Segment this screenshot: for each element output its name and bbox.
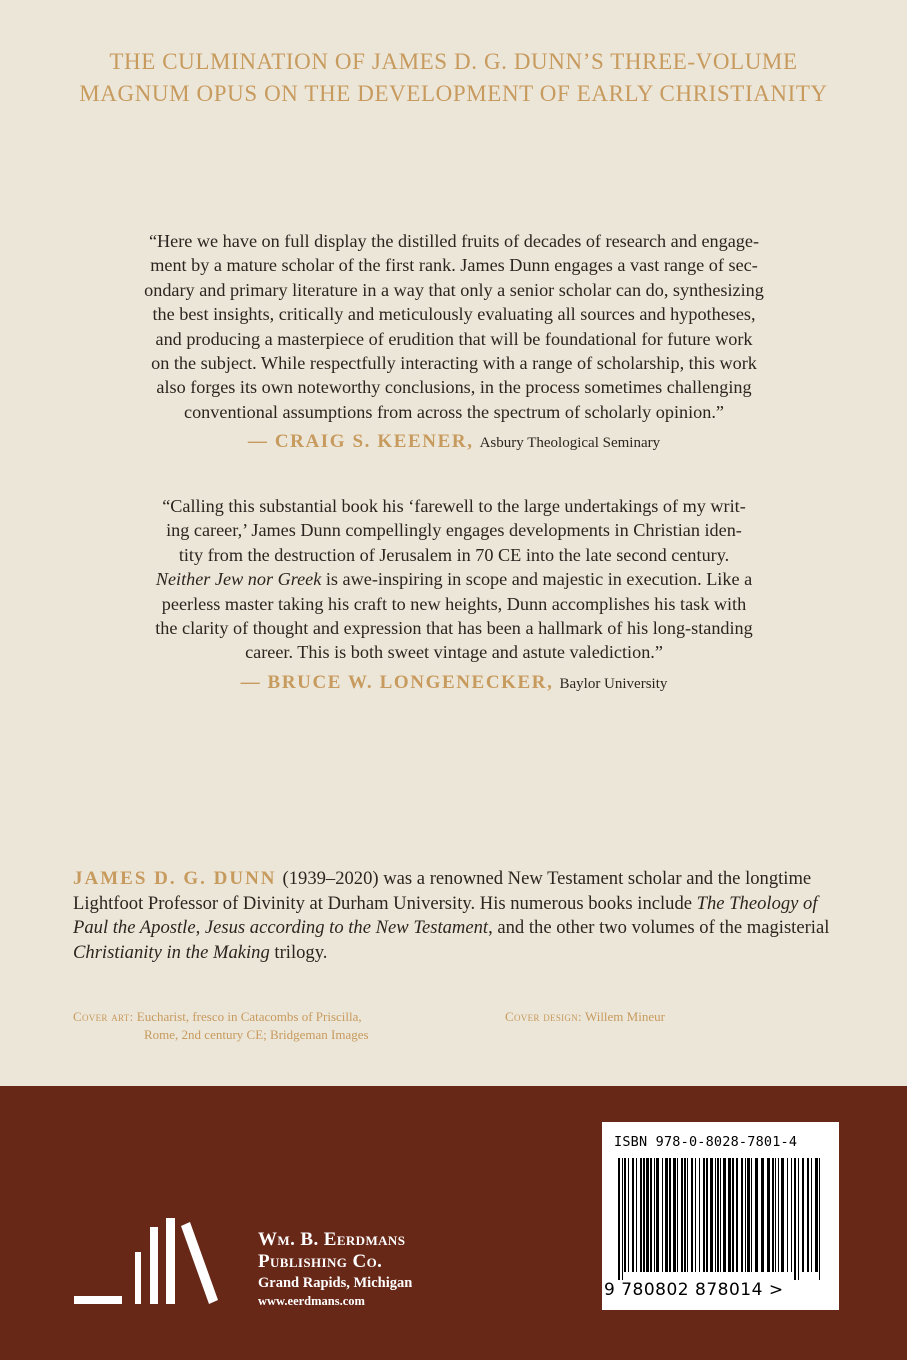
- cover-art-text-line-2: Rome, 2nd century CE; Bridgeman Images: [144, 1027, 369, 1042]
- quote-line: the best insights, critically and meticulously evaluating all sources and hypotheses,: [152, 304, 756, 325]
- barcode-bar: [819, 1158, 820, 1280]
- quote-line: career. This is both sweet vintage and astute valediction.”: [245, 642, 663, 663]
- barcode-bar: [636, 1158, 637, 1272]
- cover-art-credit: [73, 1008, 403, 1044]
- publisher-info: [258, 1229, 412, 1310]
- barcode-bar: [628, 1158, 629, 1272]
- barcode-bar: [715, 1158, 716, 1272]
- barcode-bar: [787, 1158, 788, 1272]
- quote-attribution: [96, 426, 812, 458]
- barcode-bar: [778, 1158, 779, 1272]
- barcode-bar: [665, 1158, 668, 1272]
- headline: [0, 46, 907, 110]
- publisher-city: Grand Rapids, Michigan: [258, 1275, 413, 1291]
- barcode-bar: [646, 1158, 649, 1272]
- endorser-institution: Asbury Theological Seminary: [479, 435, 661, 452]
- barcode-bar: [624, 1158, 626, 1272]
- quote-line: the clarity of thought and expression that has been a hallmark of his long-standing: [155, 618, 753, 639]
- barcode-bar: [811, 1158, 812, 1272]
- barcode-bar: [618, 1158, 620, 1280]
- barcode-bar: [794, 1158, 796, 1280]
- barcode-bar: [669, 1158, 671, 1272]
- publisher-logo-icon: [74, 1216, 230, 1306]
- quote-line: “Here we have on full display the distilled fruits of decades of research and engage-: [148, 231, 760, 251]
- barcode-bar: [798, 1158, 799, 1280]
- bio-text: ,: [195, 917, 205, 939]
- cover-art-label: Cover art:: [73, 1009, 134, 1024]
- quote-attribution: [96, 667, 812, 699]
- quote-line: also forges its own noteworthy conclusions, in the process sometimes challenging: [156, 377, 752, 398]
- quote-line: ing career,’ James Dunn compellingly engages developments in Christian iden-: [166, 520, 742, 541]
- barcode-bar: [632, 1158, 634, 1272]
- cover-design-label: Cover design:: [505, 1009, 582, 1024]
- barcode-bar: [640, 1158, 642, 1272]
- publisher-url: www.eerdmans.com: [258, 1294, 365, 1308]
- barcode-bar: [662, 1158, 663, 1272]
- publisher-name-line-2: Publishing Co.: [258, 1251, 383, 1272]
- barcode-bar: [767, 1158, 770, 1272]
- barcode-bar: [695, 1158, 696, 1272]
- endorsement-keener: [96, 229, 812, 458]
- barcode-bar: [703, 1158, 705, 1272]
- cover-design-text: Willem Mineur: [581, 1009, 665, 1024]
- barcode-bar: [650, 1158, 652, 1272]
- quote-line: peerless master taking his craft to new heights, Dunn accomplishes his task with: [161, 593, 747, 614]
- barcode-bar: [745, 1158, 746, 1272]
- barcode-bar: [720, 1158, 721, 1272]
- barcode-bar: [687, 1158, 688, 1272]
- barcode-bar: [699, 1158, 700, 1272]
- endorser-institution: Baylor University: [559, 675, 668, 692]
- barcode-bar: [717, 1158, 719, 1272]
- barcode-bar: [761, 1158, 764, 1272]
- barcode-bar: [736, 1158, 738, 1272]
- barcode-bar: [691, 1158, 693, 1272]
- barcode-bar: [775, 1158, 776, 1272]
- bio-text: trilogy.: [269, 941, 328, 963]
- barcode-bar: [622, 1158, 623, 1280]
- barcode-icon: [614, 1158, 826, 1280]
- barcode-bar: [772, 1158, 774, 1272]
- isbn-label: ISBN 978-0-8028-7801-4: [614, 1134, 798, 1150]
- book-title: Neither Jew nor Greek: [155, 569, 322, 590]
- barcode-bar: [723, 1158, 726, 1272]
- barcode-bar: [791, 1158, 792, 1272]
- barcode-bar: [807, 1158, 809, 1272]
- bio-book-title: Jesus according to the New Testament: [204, 917, 489, 939]
- barcode-bar: [643, 1158, 645, 1272]
- barcode-bar: [815, 1158, 818, 1272]
- endorser-name: — BRUCE W. LONGENECKER,: [240, 671, 554, 693]
- barcode-bar: [681, 1158, 683, 1272]
- bio-book-title: Christianity in the Making: [73, 941, 270, 963]
- barcode-bar: [710, 1158, 713, 1272]
- quote-line: [96, 567, 812, 591]
- barcode-digits: 9 780802 878014 >: [604, 1280, 784, 1300]
- quote-line: and producing a masterpiece of erudition that will be foundational for future work: [155, 328, 753, 349]
- barcode-bar: [755, 1158, 758, 1272]
- barcode-bar: [677, 1158, 678, 1272]
- barcode-box: [602, 1122, 839, 1310]
- barcode-bar: [673, 1158, 676, 1272]
- bio-author-name: JAMES D. G. DUNN: [73, 868, 277, 889]
- quote-line: ondary and primary literature in a way that only a senior scholar can do, synthesizing: [144, 279, 764, 300]
- endorser-name: — CRAIG S. KEENER,: [247, 431, 474, 453]
- quote-text: is awe-inspiring in scope and majestic in execution. Like a: [321, 569, 753, 590]
- headline-line-1: THE CULMINATION OF JAMES D. G. DUNN’S THREE-VOLUME: [109, 49, 798, 74]
- barcode-bar: [684, 1158, 686, 1272]
- endorsement-longenecker: [96, 494, 812, 699]
- barcode-bar: [741, 1158, 743, 1272]
- barcode-bar: [802, 1158, 804, 1272]
- quote-line: conventional assumptions from across the spectrum of scholarly opinion.”: [184, 401, 724, 422]
- barcode-bar: [732, 1158, 734, 1272]
- barcode-bar: [728, 1158, 731, 1272]
- quote-line: tity from the destruction of Jerusalem in 70 CE into the late second century.: [178, 544, 730, 565]
- barcode-bar: [751, 1158, 752, 1272]
- quote-line: ment by a mature scholar of the first rank. James Dunn engages a vast range of sec-: [150, 255, 758, 276]
- barcode-bar: [781, 1158, 784, 1272]
- quote-line: “Calling this substantial book his ‘farewell to the large undertakings of my writ-: [162, 496, 746, 516]
- headline-line-2: MAGNUM OPUS ON THE DEVELOPMENT OF EARLY CHRISTIANITY: [79, 81, 828, 106]
- cover-art-text: Eucharist, fresco in Catacombs of Priscilla,: [133, 1009, 362, 1024]
- bio-book-title: The Theology of Paul the Apostle: [73, 892, 818, 939]
- barcode-bar: [706, 1158, 708, 1272]
- bio-text: , and the other two volumes of the magisterial: [488, 917, 830, 939]
- barcode-bar: [747, 1158, 750, 1272]
- publisher-name-line-1: Wm. B. Eerdmans: [258, 1229, 406, 1250]
- barcode-bar: [656, 1158, 659, 1272]
- author-bio: [73, 867, 843, 965]
- bio-text: (1939–2020) was a renowned New Testament scholar and the longtime Lightfoot Professor of Divinity at Durham University. His numerous books include: [73, 868, 812, 914]
- quote-line: on the subject. While respectfully interacting with a range of scholarship, this work: [151, 353, 757, 374]
- barcode-bar: [654, 1158, 655, 1272]
- cover-design-credit: [505, 1008, 665, 1026]
